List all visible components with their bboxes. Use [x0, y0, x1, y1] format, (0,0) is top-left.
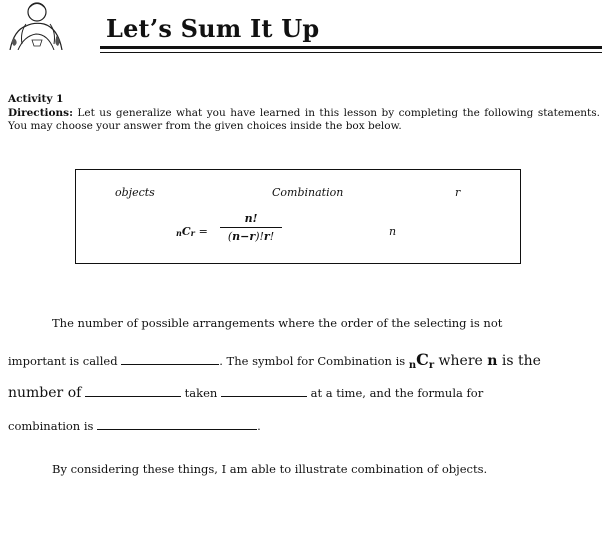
formula-numerator: n! — [244, 212, 258, 225]
blank-2 — [85, 386, 181, 397]
closing-statement: By considering these things, I am able to illustrate combination of objects. — [52, 462, 488, 476]
formula-lhs: $_nC_r$ = — [176, 225, 208, 238]
blank-1 — [121, 354, 219, 365]
choice-n: n — [389, 225, 397, 238]
formula-fraction — [220, 212, 282, 243]
activity-title: Activity 1 — [8, 93, 64, 105]
title-rule-thick — [100, 46, 602, 49]
choices-box — [75, 169, 521, 264]
section-header — [0, 0, 610, 60]
directions-text — [8, 107, 600, 132]
statement-line-4: combination is . — [8, 419, 261, 433]
choice-combination: Combination — [272, 186, 344, 199]
page-title: Let’s Sum It Up — [106, 14, 320, 43]
fraction-bar — [220, 227, 282, 228]
title-rule-thin — [100, 52, 602, 53]
choice-r: r — [455, 186, 461, 199]
directions-body: Let us generalize what you have learned in this lesson by completing the following statements. You may choose your answer from the given choices inside the box below. — [8, 107, 600, 132]
choice-objects: objects — [115, 186, 155, 199]
student-illustration-icon — [4, 0, 104, 50]
blank-4 — [97, 419, 257, 430]
blank-3 — [221, 386, 307, 397]
statement-line-2: important is called . The symbol for Combination is nCr where n is the — [8, 350, 541, 371]
formula-denominator: (n−r)!r! — [227, 230, 275, 243]
directions-label: Directions: — [8, 107, 73, 119]
statement-line-1: The number of possible arrangements where the order of the selecting is not — [52, 316, 503, 330]
statement-line-3: number of taken at a time, and the formula for — [8, 385, 484, 401]
